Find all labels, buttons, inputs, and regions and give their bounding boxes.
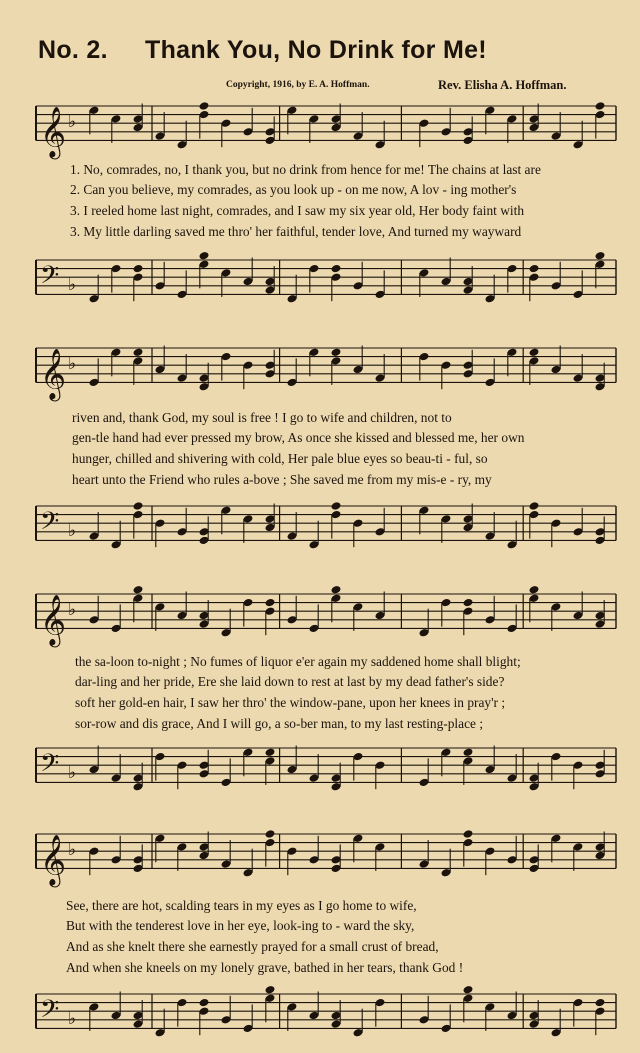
bass-clef-icon: 𝄢 bbox=[40, 260, 60, 296]
lyric-line: 1. No, comrades, no, I thank you, but no drink from hence for me! The chains at last are bbox=[70, 162, 541, 177]
notehead-icon bbox=[331, 348, 342, 358]
notehead-icon bbox=[529, 585, 540, 595]
lyric-line: hunger, chilled and shivering with cold, Her pale blue eyes so beau-ti - ful, so bbox=[72, 451, 488, 466]
lyric-line: riven and, thank God, my soul is free ! I go to wife and children, not to bbox=[72, 410, 452, 425]
notehead-icon bbox=[529, 264, 540, 274]
bass-staff-2 bbox=[0, 496, 640, 560]
flat-key-icon: ♭ bbox=[68, 1008, 77, 1029]
hymn-header bbox=[0, 36, 640, 76]
lyric-line: 3. My little darling saved me thro' her faithful, tender love, And turned my wayward bbox=[70, 224, 522, 239]
bass-clef-icon: 𝄢 bbox=[40, 748, 60, 784]
notehead-icon bbox=[133, 501, 144, 511]
lyric-line: 3. I reeled home last night, comrades, and I saw my six year old, Her body faint with bbox=[70, 203, 525, 218]
notehead-icon bbox=[529, 348, 540, 358]
flat-key-icon: ♭ bbox=[68, 840, 77, 861]
notehead-icon bbox=[199, 101, 210, 111]
treble-staff-1 bbox=[0, 96, 640, 160]
lyric-line: dar-ling and her pride, Ere she laid down to rest at last by my dead father's side? bbox=[75, 674, 505, 689]
notehead-icon bbox=[265, 985, 276, 995]
copyright-notice: Copyright, 1916, by E. A. Hoffman. bbox=[226, 80, 370, 90]
author-credit: Rev. Elisha A. Hoffman. bbox=[438, 78, 567, 92]
treble-clef-icon: 𝄞 bbox=[40, 834, 67, 886]
lyric-line: sor-row and dis grace, And I will go, a so-ber man, to my last resting-place ; bbox=[75, 716, 484, 731]
hymn-title: Thank You, No Drink for Me! bbox=[145, 36, 487, 64]
treble-staff-2 bbox=[0, 338, 640, 402]
flat-key-icon: ♭ bbox=[68, 274, 77, 295]
bass-staff-3 bbox=[0, 738, 640, 802]
treble-clef-icon: 𝄞 bbox=[40, 594, 67, 646]
notehead-icon bbox=[463, 598, 474, 608]
notehead-icon bbox=[133, 264, 144, 274]
flat-key-icon: ♭ bbox=[68, 520, 77, 541]
notehead-icon bbox=[595, 251, 606, 261]
notehead-icon bbox=[133, 348, 144, 358]
flat-key-icon: ♭ bbox=[68, 112, 77, 133]
lyric-line: the sa-loon to-night ; No fumes of liquor e'er again my saddened home shall blight; bbox=[75, 654, 521, 669]
treble-clef-icon: 𝄞 bbox=[40, 348, 67, 400]
notehead-icon bbox=[331, 585, 342, 595]
notehead-icon bbox=[463, 829, 474, 839]
lyric-line: And as she knelt there she earnestly prayed for a small crust of bread, bbox=[66, 939, 439, 954]
notehead-icon bbox=[199, 998, 210, 1008]
notehead-icon bbox=[265, 829, 276, 839]
flat-key-icon: ♭ bbox=[68, 600, 77, 621]
notehead-icon bbox=[199, 251, 210, 261]
treble-staff-3 bbox=[0, 584, 640, 648]
lyric-line: soft her gold-en hair, I saw her thro' the window-pane, upon her knees in pray'r ; bbox=[75, 695, 506, 710]
hymn-number: No. 2. bbox=[38, 36, 108, 64]
lyric-line: But with the tenderest love in her eye, look-ing to - ward the sky, bbox=[66, 918, 415, 933]
notehead-icon bbox=[529, 501, 540, 511]
bass-staff-4 bbox=[0, 984, 640, 1048]
bass-clef-icon: 𝄢 bbox=[40, 506, 60, 542]
notehead-icon bbox=[463, 748, 474, 758]
lyric-line: heart unto the Friend who rules a-bove ; She saved me from my mis-e - ry, my bbox=[72, 472, 492, 487]
notehead-icon bbox=[595, 998, 606, 1008]
lyric-line: See, there are hot, scalding tears in my eyes as I go home to wife, bbox=[66, 898, 417, 913]
notehead-icon bbox=[265, 748, 276, 758]
notehead-icon bbox=[331, 264, 342, 274]
treble-staff-4 bbox=[0, 824, 640, 888]
notehead-icon bbox=[331, 501, 342, 511]
bass-clef-icon: 𝄢 bbox=[40, 994, 60, 1030]
notehead-icon bbox=[265, 598, 276, 608]
treble-clef-icon: 𝄞 bbox=[40, 106, 67, 158]
notehead-icon bbox=[595, 101, 606, 111]
lyric-line: 2. Can you believe, my comrades, as you look up - on me now, A lov - ing mother's bbox=[70, 182, 517, 197]
bass-staff-1 bbox=[0, 250, 640, 314]
notehead-icon bbox=[133, 585, 144, 595]
flat-key-icon: ♭ bbox=[68, 354, 77, 375]
flat-key-icon: ♭ bbox=[68, 762, 77, 783]
lyric-line: gen-tle hand had ever pressed my brow, As once she kissed and blessed me, her own bbox=[72, 430, 525, 445]
notehead-icon bbox=[463, 985, 474, 995]
lyric-line: And when she kneels on my lonely grave, bathed in her tears, thank God ! bbox=[66, 960, 464, 975]
